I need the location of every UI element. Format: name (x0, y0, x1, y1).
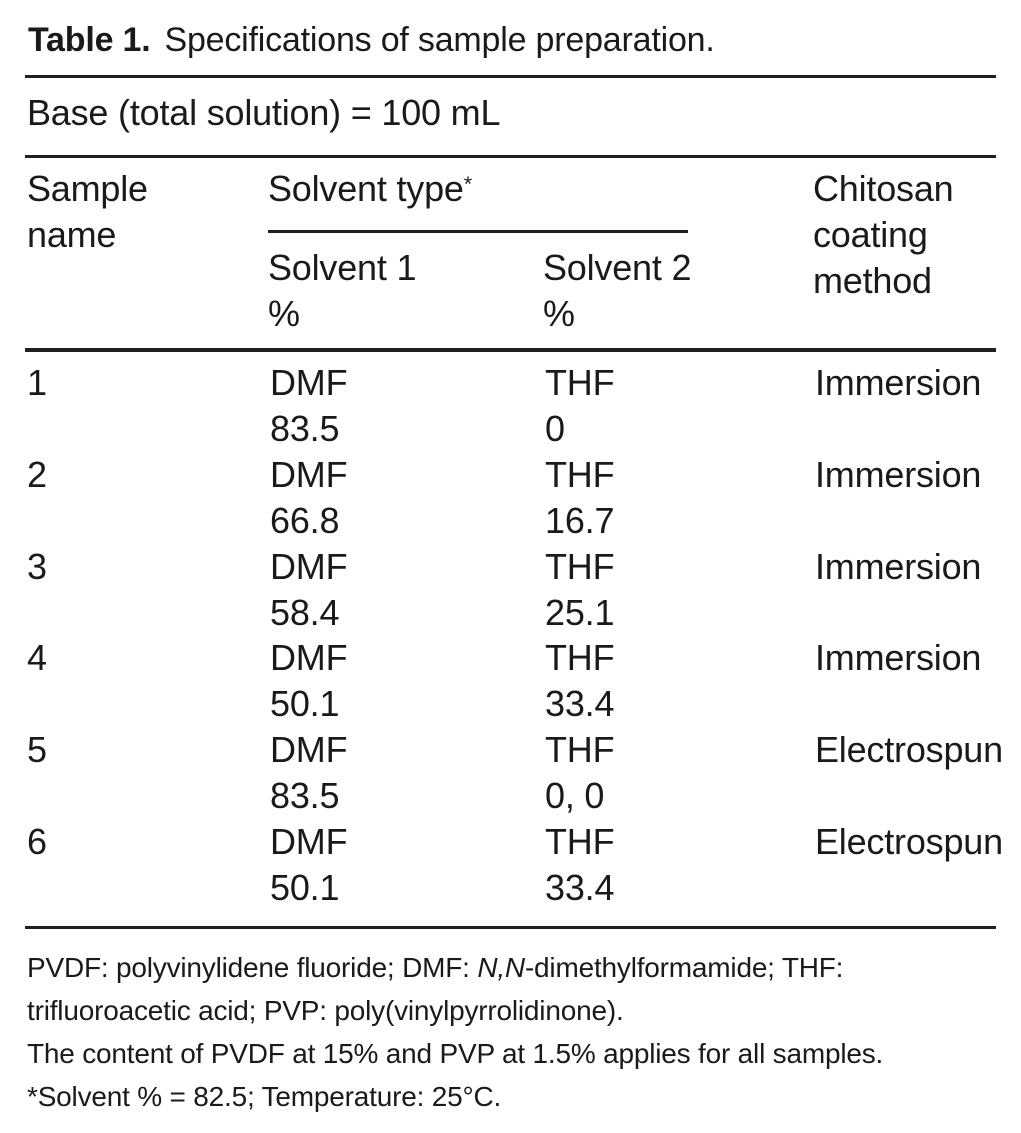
header-sample-name (27, 166, 148, 258)
solvent1-name: DMF (270, 637, 348, 679)
header-solvent1-line2: % (268, 293, 300, 334)
cell-solvent2 (545, 452, 815, 544)
solvent1-name: DMF (270, 362, 348, 403)
solvent2-name: THF (545, 637, 615, 679)
rule-under-base (25, 155, 996, 158)
table-row (27, 635, 1021, 727)
solvent2-value: 33.4 (545, 866, 615, 908)
rule-under-header (25, 348, 996, 352)
solvent2-value: 16.7 (545, 499, 615, 541)
solvent2-value: 0, 0 (545, 775, 605, 817)
header-solvent2-line1: Solvent 2 (543, 247, 692, 288)
cell-method: Immersion (815, 453, 982, 495)
cell-sample: 3 (27, 545, 47, 587)
solvent1-value: 50.1 (270, 866, 340, 908)
solvent2-value: 25.1 (545, 591, 615, 633)
cell-solvent1 (270, 819, 545, 911)
cell-solvent2 (545, 819, 815, 911)
header-sample-line1: Sample (27, 168, 148, 209)
cell-sample: 4 (27, 637, 47, 679)
cell-solvent1 (270, 635, 545, 727)
table-row (27, 544, 1021, 636)
cell-sample: 6 (27, 820, 47, 862)
footnote-line1-pre: PVDF: polyvinylidene fluoride; DMF: (27, 952, 478, 983)
cell-solvent2 (545, 635, 815, 727)
solvent2-value: 0 (545, 407, 565, 449)
cell-method: Electrospun (815, 820, 1003, 862)
header-solvent2-line2: % (543, 293, 575, 334)
rule-bottom (25, 926, 996, 929)
table-footnotes (27, 946, 883, 1118)
cell-solvent2 (545, 727, 815, 819)
table-body (27, 360, 1021, 911)
header-sample-line2: name (27, 214, 117, 255)
table-row (27, 819, 1021, 911)
cell-solvent1 (270, 360, 545, 452)
cell-sample: 1 (27, 362, 47, 403)
table-caption-text: Specifications of sample preparation. (164, 21, 715, 59)
header-solvent-type-group (268, 166, 472, 217)
solvent2-value: 33.4 (545, 683, 615, 725)
header-solvent-type-label: Solvent type (268, 168, 464, 209)
cell-method: Immersion (815, 362, 982, 403)
solvent2-name: THF (545, 820, 615, 862)
cell-sample: 2 (27, 453, 47, 495)
table-number: Table 1. (28, 21, 151, 59)
header-solvent1-line1: Solvent 1 (268, 247, 417, 288)
table-row (27, 452, 1021, 544)
table-caption (28, 18, 715, 62)
solvent2-name: THF (545, 362, 615, 403)
solvent1-value: 66.8 (270, 499, 340, 541)
header-method-line2: coating (813, 214, 928, 255)
footnote-abbreviations-line2: trifluoroacetic acid; PVP: poly(vinylpyrrolidinone). (27, 995, 624, 1026)
footnote-marker-asterisk: * (463, 171, 472, 197)
rule-solvent-group-spanner (268, 230, 688, 233)
cell-method: Immersion (815, 545, 982, 587)
solvent1-name: DMF (270, 729, 348, 771)
footnote-abbreviations-line1 (27, 946, 883, 989)
header-solvent2 (543, 245, 691, 337)
solvent1-value: 83.5 (270, 775, 340, 817)
solvent1-value: 58.4 (270, 591, 340, 633)
cell-solvent1 (270, 452, 545, 544)
header-coating-method (813, 166, 953, 304)
base-note: Base (total solution) = 100 mL (27, 92, 501, 133)
cell-solvent1 (270, 727, 545, 819)
rule-top (25, 75, 996, 78)
solvent1-name: DMF (270, 820, 348, 862)
solvent1-name: DMF (270, 453, 348, 495)
footnote-asterisk-note: *Solvent % = 82.5; Temperature: 25°C. (27, 1081, 502, 1112)
table-row (27, 360, 1021, 452)
solvent1-value: 83.5 (270, 407, 340, 449)
cell-method: Immersion (815, 637, 982, 679)
footnote-content-note: The content of PVDF at 15% and PVP at 1.5% applies for all samples. (27, 1038, 884, 1069)
cell-method: Electrospun (815, 729, 1003, 771)
solvent2-name: THF (545, 545, 615, 587)
solvent2-name: THF (545, 453, 615, 495)
footnote-line1-italic: N,N (477, 952, 525, 983)
table-row (27, 727, 1021, 819)
solvent1-value: 50.1 (270, 683, 340, 725)
solvent1-name: DMF (270, 545, 348, 587)
cell-solvent1 (270, 544, 545, 636)
header-method-line3: method (813, 260, 932, 301)
header-solvent1 (268, 245, 416, 337)
footnote-line1-post: -dimethylformamide; THF: (524, 952, 844, 983)
solvent2-name: THF (545, 729, 615, 771)
cell-solvent2 (545, 544, 815, 636)
cell-sample: 5 (27, 729, 47, 771)
header-method-line1: Chitosan (813, 168, 954, 209)
cell-solvent2 (545, 360, 815, 452)
